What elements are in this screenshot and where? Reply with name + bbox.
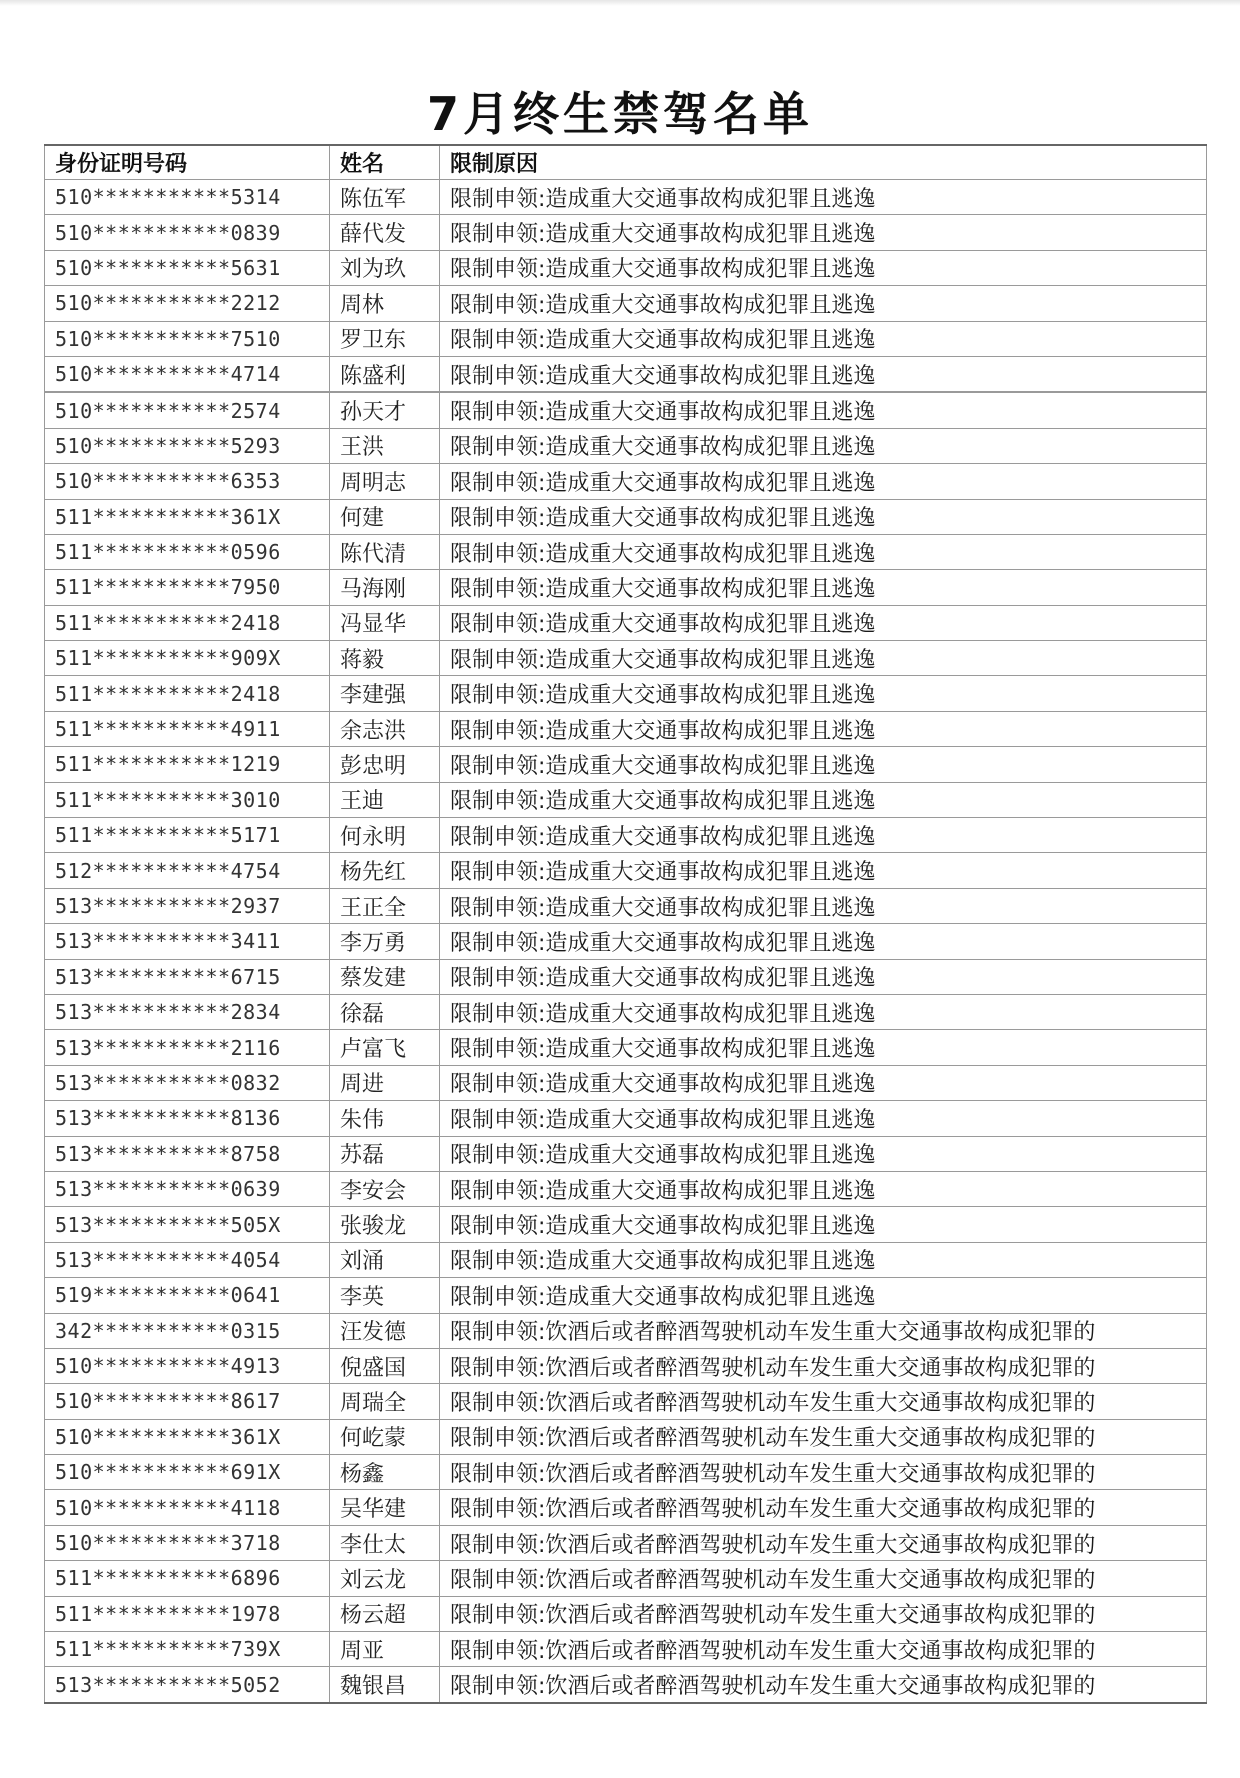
id-cell: 510***********5314 [45,180,330,215]
name-cell: 陈盛利 [330,356,440,392]
name-cell: 王正全 [330,888,440,923]
reason-cell: 限制申领:造成重大交通事故构成犯罪且逃逸 [440,428,1207,463]
table-body [45,180,1207,1703]
id-cell: 510***********5631 [45,250,330,285]
reason-cell: 限制申领:饮酒后或者醉酒驾驶机动车发生重大交通事故构成犯罪的 [440,1596,1207,1631]
reason-cell: 限制申领:饮酒后或者醉酒驾驶机动车发生重大交通事故构成犯罪的 [440,1525,1207,1560]
table-row [45,605,1207,640]
table-row [45,1596,1207,1631]
id-cell: 513***********8758 [45,1136,330,1171]
id-cell: 513***********6715 [45,959,330,994]
id-cell: 511***********361X [45,499,330,534]
id-cell: 510***********7510 [45,321,330,356]
name-cell: 吴华建 [330,1490,440,1525]
id-cell: 511***********4911 [45,711,330,746]
reason-cell: 限制申领:造成重大交通事故构成犯罪且逃逸 [440,1101,1207,1136]
reason-cell: 限制申领:造成重大交通事故构成犯罪且逃逸 [440,499,1207,534]
reason-cell: 限制申领:造成重大交通事故构成犯罪且逃逸 [440,959,1207,994]
table-row [45,392,1207,428]
id-cell: 511***********739X [45,1632,330,1667]
reason-cell: 限制申领:饮酒后或者醉酒驾驶机动车发生重大交通事故构成犯罪的 [440,1490,1207,1525]
table-row [45,1207,1207,1242]
name-cell: 朱伟 [330,1101,440,1136]
table-row [45,1030,1207,1065]
reason-cell: 限制申领:造成重大交通事故构成犯罪且逃逸 [440,1065,1207,1100]
table-row [45,180,1207,215]
id-cell: 510***********5293 [45,428,330,463]
table-row [45,1101,1207,1136]
reason-cell: 限制申领:造成重大交通事故构成犯罪且逃逸 [440,1278,1207,1313]
reason-cell: 限制申领:造成重大交通事故构成犯罪且逃逸 [440,994,1207,1029]
id-cell: 519***********0641 [45,1278,330,1313]
reason-cell: 限制申领:造成重大交通事故构成犯罪且逃逸 [440,641,1207,676]
reason-cell: 限制申领:造成重大交通事故构成犯罪且逃逸 [440,215,1207,250]
reason-cell: 限制申领:造成重大交通事故构成犯罪且逃逸 [440,711,1207,746]
reason-cell: 限制申领:造成重大交通事故构成犯罪且逃逸 [440,676,1207,711]
table-row [45,356,1207,392]
name-cell: 陈代清 [330,534,440,569]
name-cell: 王迪 [330,782,440,817]
table-row [45,1561,1207,1596]
reason-cell: 限制申领:造成重大交通事故构成犯罪且逃逸 [440,853,1207,888]
table-row [45,1065,1207,1100]
table-row [45,1348,1207,1383]
name-cell: 周明志 [330,464,440,499]
reason-cell: 限制申领:造成重大交通事故构成犯罪且逃逸 [440,392,1207,428]
table-row [45,711,1207,746]
reason-cell: 限制申领:饮酒后或者醉酒驾驶机动车发生重大交通事故构成犯罪的 [440,1561,1207,1596]
reason-cell: 限制申领:造成重大交通事故构成犯罪且逃逸 [440,356,1207,392]
id-cell: 513***********4054 [45,1242,330,1277]
name-cell: 杨先红 [330,853,440,888]
header-name: 姓名 [330,145,440,180]
table-row [45,676,1207,711]
name-cell: 李安会 [330,1171,440,1206]
id-cell: 510***********2574 [45,392,330,428]
reason-cell: 限制申领:造成重大交通事故构成犯罪且逃逸 [440,924,1207,959]
id-cell: 511***********2418 [45,676,330,711]
reason-cell: 限制申领:造成重大交通事故构成犯罪且逃逸 [440,286,1207,321]
name-cell: 彭忠明 [330,747,440,782]
reason-cell: 限制申领:饮酒后或者醉酒驾驶机动车发生重大交通事故构成犯罪的 [440,1455,1207,1490]
header-reason: 限制原因 [440,145,1207,180]
name-cell: 李建强 [330,676,440,711]
name-cell: 何永明 [330,818,440,853]
id-cell: 513***********2834 [45,994,330,1029]
reason-cell: 限制申领:造成重大交通事故构成犯罪且逃逸 [440,570,1207,605]
name-cell: 何建 [330,499,440,534]
reason-cell: 限制申领:饮酒后或者醉酒驾驶机动车发生重大交通事故构成犯罪的 [440,1632,1207,1667]
table-row [45,1171,1207,1206]
id-cell: 513***********3411 [45,924,330,959]
id-cell: 511***********909X [45,641,330,676]
name-cell: 杨云超 [330,1596,440,1631]
name-cell: 刘涌 [330,1242,440,1277]
name-cell: 余志洪 [330,711,440,746]
name-cell: 何屹蒙 [330,1419,440,1454]
table-row [45,1525,1207,1560]
reason-cell: 限制申领:造成重大交通事故构成犯罪且逃逸 [440,180,1207,215]
table-row [45,1278,1207,1313]
id-cell: 510***********2212 [45,286,330,321]
name-cell: 倪盛国 [330,1348,440,1383]
table-header-row [45,145,1207,180]
top-edge-shadow [0,0,1240,6]
reason-cell: 限制申领:饮酒后或者醉酒驾驶机动车发生重大交通事故构成犯罪的 [440,1419,1207,1454]
name-cell: 李万勇 [330,924,440,959]
name-cell: 周瑞全 [330,1384,440,1419]
table-row [45,641,1207,676]
name-cell: 周进 [330,1065,440,1100]
reason-cell: 限制申领:饮酒后或者醉酒驾驶机动车发生重大交通事故构成犯罪的 [440,1313,1207,1348]
reason-cell: 限制申领:造成重大交通事故构成犯罪且逃逸 [440,888,1207,923]
table-row [45,464,1207,499]
reason-cell: 限制申领:造成重大交通事故构成犯罪且逃逸 [440,321,1207,356]
id-cell: 513***********8136 [45,1101,330,1136]
table-row [45,428,1207,463]
reason-cell: 限制申领:造成重大交通事故构成犯罪且逃逸 [440,1242,1207,1277]
id-cell: 510***********361X [45,1419,330,1454]
name-cell: 卢富飞 [330,1030,440,1065]
name-cell: 李仕太 [330,1525,440,1560]
id-cell: 511***********3010 [45,782,330,817]
id-cell: 513***********0639 [45,1171,330,1206]
id-cell: 511***********5171 [45,818,330,853]
table-row [45,1667,1207,1703]
table-row [45,534,1207,569]
id-cell: 512***********4754 [45,853,330,888]
table-row [45,1455,1207,1490]
table-row [45,250,1207,285]
id-cell: 511***********0596 [45,534,330,569]
name-cell: 马海刚 [330,570,440,605]
reason-cell: 限制申领:造成重大交通事故构成犯罪且逃逸 [440,605,1207,640]
name-cell: 蒋毅 [330,641,440,676]
reason-cell: 限制申领:造成重大交通事故构成犯罪且逃逸 [440,818,1207,853]
name-cell: 魏银昌 [330,1667,440,1703]
id-cell: 513***********2937 [45,888,330,923]
table-row [45,215,1207,250]
table-row [45,782,1207,817]
id-cell: 342***********0315 [45,1313,330,1348]
reason-cell: 限制申领:造成重大交通事故构成犯罪且逃逸 [440,1171,1207,1206]
table-row [45,1419,1207,1454]
ban-list-table [44,144,1207,1704]
reason-cell: 限制申领:造成重大交通事故构成犯罪且逃逸 [440,1030,1207,1065]
id-cell: 513***********5052 [45,1667,330,1703]
id-cell: 510***********4118 [45,1490,330,1525]
reason-cell: 限制申领:造成重大交通事故构成犯罪且逃逸 [440,747,1207,782]
table-row [45,959,1207,994]
table-row [45,1136,1207,1171]
id-cell: 510***********8617 [45,1384,330,1419]
page-title: 7月终生禁驾名单 [426,87,813,141]
id-cell: 510***********4913 [45,1348,330,1383]
name-cell: 刘云龙 [330,1561,440,1596]
reason-cell: 限制申领:造成重大交通事故构成犯罪且逃逸 [440,250,1207,285]
id-cell: 511***********2418 [45,605,330,640]
name-cell: 杨鑫 [330,1455,440,1490]
id-cell: 513***********505X [45,1207,330,1242]
table-row [45,818,1207,853]
table-row [45,499,1207,534]
id-cell: 513***********2116 [45,1030,330,1065]
name-cell: 刘为玖 [330,250,440,285]
name-cell: 罗卫东 [330,321,440,356]
id-cell: 510***********691X [45,1455,330,1490]
name-cell: 蔡发建 [330,959,440,994]
table-row [45,853,1207,888]
name-cell: 王洪 [330,428,440,463]
table-row [45,1384,1207,1419]
reason-cell: 限制申领:造成重大交通事故构成犯罪且逃逸 [440,1136,1207,1171]
reason-cell: 限制申领:造成重大交通事故构成犯罪且逃逸 [440,782,1207,817]
name-cell: 薛代发 [330,215,440,250]
id-cell: 510***********6353 [45,464,330,499]
id-cell: 510***********3718 [45,1525,330,1560]
table-row [45,747,1207,782]
reason-cell: 限制申领:造成重大交通事故构成犯罪且逃逸 [440,534,1207,569]
id-cell: 511***********1219 [45,747,330,782]
name-cell: 陈伍军 [330,180,440,215]
id-cell: 511***********1978 [45,1596,330,1631]
name-cell: 李英 [330,1278,440,1313]
id-cell: 513***********0832 [45,1065,330,1100]
table-row [45,994,1207,1029]
table-row [45,1632,1207,1667]
table-row [45,1490,1207,1525]
name-cell: 苏磊 [330,1136,440,1171]
reason-cell: 限制申领:饮酒后或者醉酒驾驶机动车发生重大交通事故构成犯罪的 [440,1384,1207,1419]
table-row [45,888,1207,923]
name-cell: 冯显华 [330,605,440,640]
name-cell: 周亚 [330,1632,440,1667]
reason-cell: 限制申领:造成重大交通事故构成犯罪且逃逸 [440,464,1207,499]
table-row [45,570,1207,605]
reason-cell: 限制申领:饮酒后或者醉酒驾驶机动车发生重大交通事故构成犯罪的 [440,1667,1207,1703]
name-cell: 周林 [330,286,440,321]
name-cell: 张骏龙 [330,1207,440,1242]
table-row [45,286,1207,321]
name-cell: 汪发德 [330,1313,440,1348]
table-row [45,321,1207,356]
table-row [45,924,1207,959]
id-cell: 511***********6896 [45,1561,330,1596]
name-cell: 徐磊 [330,994,440,1029]
name-cell: 孙天才 [330,392,440,428]
id-cell: 510***********4714 [45,356,330,392]
table-row [45,1313,1207,1348]
reason-cell: 限制申领:饮酒后或者醉酒驾驶机动车发生重大交通事故构成犯罪的 [440,1348,1207,1383]
table-row [45,1242,1207,1277]
reason-cell: 限制申领:造成重大交通事故构成犯罪且逃逸 [440,1207,1207,1242]
id-cell: 511***********7950 [45,570,330,605]
header-id: 身份证明号码 [45,145,330,180]
id-cell: 510***********0839 [45,215,330,250]
